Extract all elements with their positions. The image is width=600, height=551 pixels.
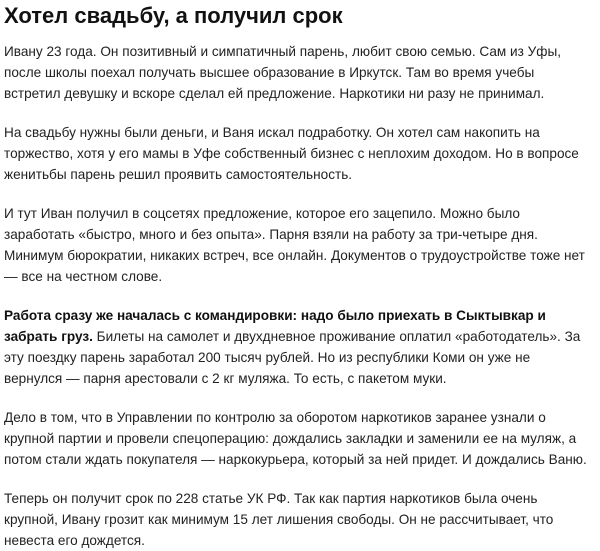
- paragraph-text: Ивану 23 года. Он позитивный и симпатичный парень, любит свою семью. Сам из Уфы, после школы поехал получать высшее образование в Иркутск. Там во время учебы встретил девушку и вскоре сделал ей предложение. Наркотики ни разу не принимал.: [4, 44, 562, 101]
- paragraph-2: [4, 122, 592, 185]
- paragraph-4: [4, 305, 592, 389]
- paragraph-text: На свадьбу нужны были деньги, и Ваня искал подработку. Он хотел сам накопить на торжество, хотя у его мамы в Уфе собственный бизнес с неплохим доходом. Но в вопросе женитьбы парень решил проявить самостоятельность.: [4, 125, 579, 182]
- paragraph-text: Теперь он получит срок по 228 статье УК РФ. Так как партия наркотиков была очень крупной, Ивану грозит как минимум 15 лет лишения свободы. Он не рассчитывает, что невеста его дождется.: [4, 491, 554, 548]
- paragraph-text: И тут Иван получил в соцсетях предложение, которое его зацепило. Можно было заработать «быстро, много и без опыта». Парня взяли на работу за три-четыре дня. Минимум бюрократии, никаких встреч, все онлайн. Документов о трудоустройстве тоже нет — все на честном слове.: [4, 206, 585, 284]
- paragraph-6: [4, 488, 592, 551]
- paragraph-3: [4, 203, 592, 287]
- paragraph-lead-bold: Работа сразу же началась с командировки: надо было приехать в Сыктывкар и забрать груз.: [4, 308, 546, 344]
- paragraph-text: Билеты на самолет и двухдневное проживание оплатил «работодатель». За эту поездку парень заработал 200 тысяч рублей. Но из республики Коми он уже не вернулся — парня арестовали с 2 кг муляжа. То есть, с пакетом муки.: [4, 329, 581, 386]
- paragraph-text: Дело в том, что в Управлении по контролю за оборотом наркотиков заранее узнали о крупной партии и провели спецоперацию: дождались закладки и заменили ее на муляж, а потом стали ждать покупателя — наркокурьера, который за ней придет. И дождались Ваню.: [4, 410, 587, 467]
- paragraph-5: [4, 407, 592, 470]
- article-title: Хотел свадьбу, а получил срок: [4, 3, 343, 28]
- paragraph-1: [4, 41, 592, 104]
